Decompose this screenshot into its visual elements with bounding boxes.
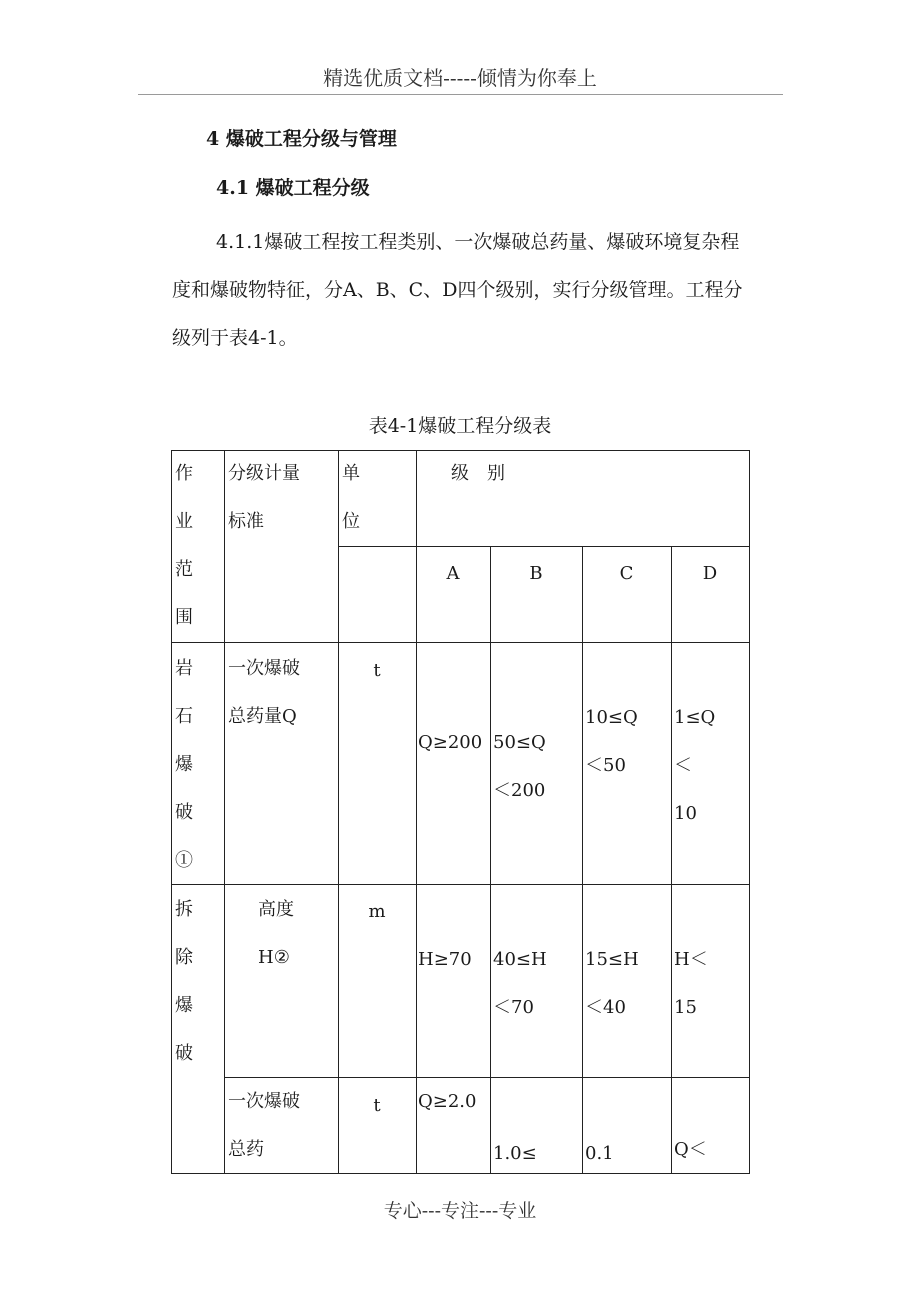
table-caption: 表4-1爆破工程分级表 (368, 415, 552, 437)
row-unit: t (373, 1095, 381, 1116)
subsection-heading: 4.1 爆破工程分级 (216, 177, 370, 199)
row-level-c: 15≤H＜40 (585, 949, 639, 1018)
row-scope: 岩石爆破① (175, 658, 193, 871)
row-unit: t (373, 660, 381, 681)
classification-table (171, 450, 750, 1174)
row-level-c: 0.1 (585, 1143, 614, 1164)
page-footer: 专心---专注---专业 (383, 1200, 537, 1222)
header-unit: 单位 (342, 463, 360, 532)
table-rule (171, 884, 750, 885)
row-level-b: 1.0≤ (493, 1143, 537, 1164)
row-standard: 一次爆破总药 (228, 1091, 300, 1160)
table-border-left (171, 450, 172, 1174)
table-border-right (749, 450, 750, 1174)
row-unit: m (368, 901, 386, 922)
header-level-b: B (529, 563, 543, 584)
header-level-c: C (619, 563, 634, 584)
header-level-a: A (446, 563, 460, 584)
header-standard: 分级计量标准 (228, 463, 300, 532)
header-level-d: D (702, 563, 718, 584)
row-scope: 拆除爆破 (175, 899, 193, 1064)
table-rule (338, 450, 339, 1174)
table-rule (338, 546, 750, 547)
table-rule (490, 546, 491, 1174)
header-scope: 作业范围 (175, 463, 193, 628)
row-standard: 一次爆破总药量Q (228, 658, 300, 727)
row-level-d: H＜15 (674, 949, 708, 1018)
row-level-b: 50≤Q＜200 (493, 732, 546, 801)
header-level: 级 别 (451, 463, 505, 484)
table-rule (171, 642, 750, 643)
body-paragraph: 4.1.1爆破工程按工程类别、一次爆破总药量、爆破环境复杂程度和爆破物特征，分A、B、C、D四个级别，实行分级管理。工程分级列于表4-1。 (172, 231, 743, 349)
row-level-d: 1≤Q＜10 (674, 707, 716, 824)
row-level-d: Q＜ (674, 1139, 707, 1160)
row-level-a: H≥70 (418, 949, 472, 970)
row-level-a: Q≥2.0 (418, 1091, 477, 1112)
row-level-a: Q≥200 (418, 732, 483, 753)
table-rule (224, 450, 225, 1174)
page-header: 精选优质文档-----倾情为你奉上 (323, 66, 597, 90)
row-level-c: 10≤Q＜50 (585, 707, 638, 776)
section-heading: 4 爆破工程分级与管理 (206, 128, 397, 150)
row-level-b: 40≤H＜70 (493, 949, 547, 1018)
table-rule (671, 546, 672, 1174)
table-rule (582, 546, 583, 1174)
row-standard: 高度H② (258, 899, 294, 968)
header-divider (138, 94, 783, 95)
